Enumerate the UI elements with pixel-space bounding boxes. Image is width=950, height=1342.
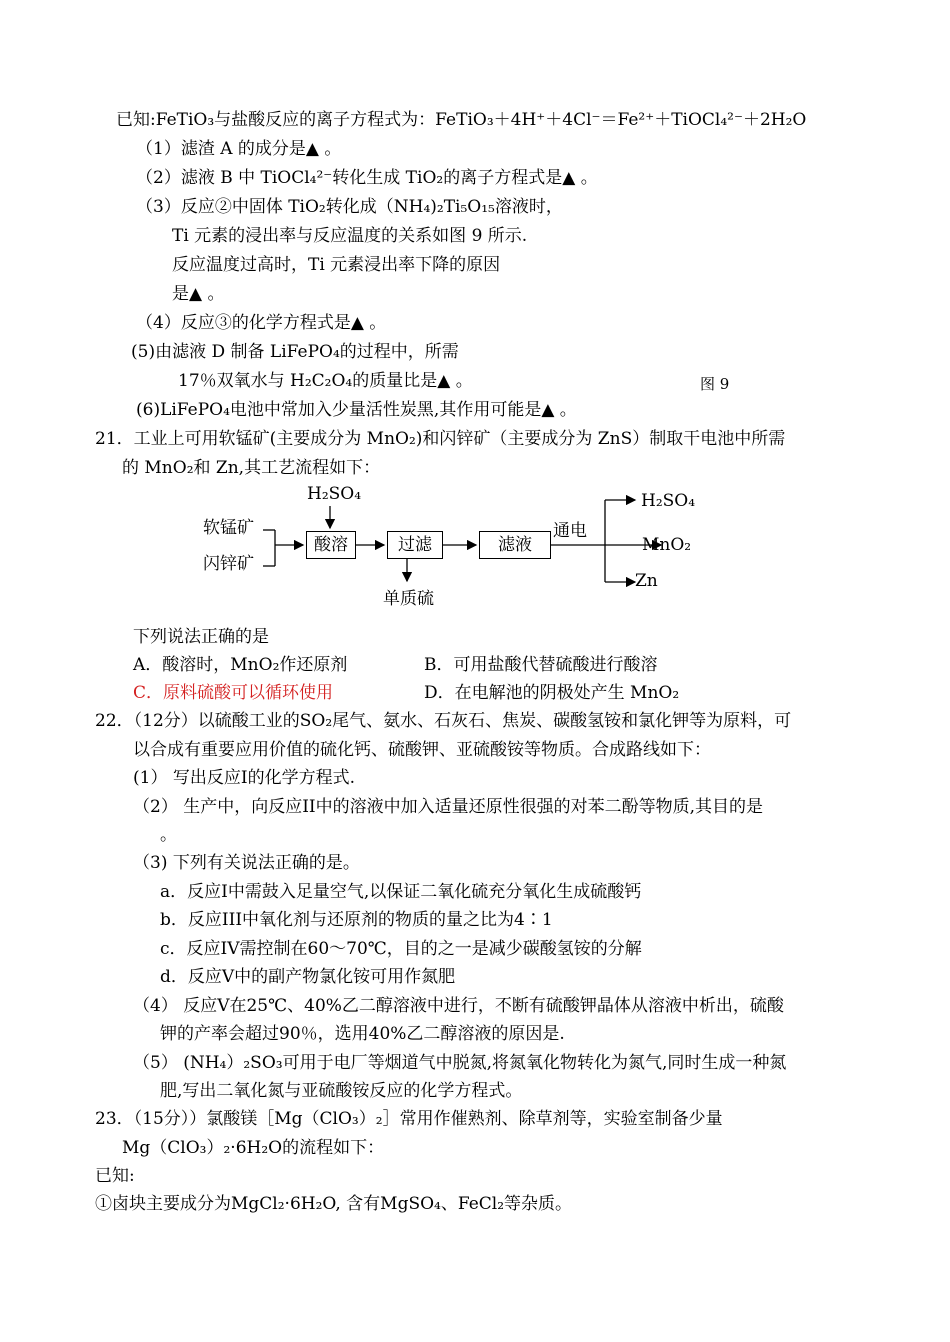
question-line: 肥,写出二氧化氮与亚硫酸铵反应的化学方程式。 bbox=[160, 1081, 523, 1101]
question-line: 。 bbox=[160, 825, 177, 845]
question-line: 已知: bbox=[95, 1166, 135, 1186]
question-line: Mg（ClO₃）₂·6H₂O的流程如下： bbox=[122, 1138, 385, 1158]
option-b: B．可用盐酸代替硫酸进行酸溶 bbox=[424, 655, 658, 675]
question-line: （5） (NH₄）₂SO₃可用于电厂等烟道气中脱氮,将氮氧化物转化为氮气,同时生成一种氮 bbox=[133, 1053, 787, 1073]
process-flow-diagram bbox=[195, 478, 715, 618]
question-line: 是▲ 。 bbox=[172, 284, 225, 304]
question-line: （1）滤渣 A 的成分是▲ 。 bbox=[136, 139, 342, 159]
step-acid-dissolve: 酸溶 bbox=[306, 531, 356, 559]
question-21-title: 21．工业上可用软锰矿(主要成分为 MnO₂)和闪锌矿（主要成分为 ZnS）制取干电池中所需 bbox=[95, 429, 786, 449]
question-line: 钾的产率会超过90％，选用40%乙二醇溶液的原因是. bbox=[160, 1024, 565, 1044]
question-line: (1） 写出反应Ⅰ的化学方程式. bbox=[133, 768, 355, 788]
question-23-title: 23．（15分））氯酸镁［Mg（ClO₃）₂］常用作催熟剂、除草剂等，实验室制备少量 bbox=[95, 1109, 723, 1129]
question-line: （2） 生产中，向反应II中的溶液中加入适量还原性很强的对苯二酚等物质,其目的是 bbox=[133, 797, 764, 817]
choice-a: a．反应Ⅰ中需鼓入足量空气,以保证二氧化硫充分氧化生成硫酸钙 bbox=[160, 882, 642, 902]
question-line: (6)LiFePO₄电池中常加入少量活性炭黑,其作用可能是▲ 。 bbox=[136, 400, 577, 420]
step-filter: 过滤 bbox=[387, 531, 443, 559]
question-line: 的 MnO₂和 Zn,其工艺流程如下： bbox=[122, 458, 381, 478]
choice-c: c．反应IV需控制在60～70℃，目的之一是减少碳酸氢铵的分解 bbox=[160, 939, 642, 959]
question-line: (5)由滤液 D 制备 LiFePO₄的过程中，所需 bbox=[131, 342, 459, 362]
byproduct-label: 单质硫 bbox=[383, 589, 434, 609]
choice-b: b．反应III中氧化剂与还原剂的物质的量之比为4∶1 bbox=[160, 910, 553, 930]
flow-arrows bbox=[195, 478, 715, 618]
question-22-title: 22．（12分）以硫酸工业的SO₂尾气、氨水、石灰石、焦炭、碳酸氢铵和氯化钾等为原料，可 bbox=[95, 711, 792, 731]
question-line: （4） 反应Ⅴ在25℃、40%乙二醇溶液中进行，不断有硫酸钾晶体从溶液中析出，硫酸 bbox=[133, 996, 784, 1016]
product-label: H₂SO₄ bbox=[641, 491, 696, 511]
question-line: （4）反应③的化学方程式是▲ 。 bbox=[136, 313, 387, 333]
question-line: （2）滤液 B 中 TiOCl₄²⁻转化生成 TiO₂的离子方程式是▲ 。 bbox=[136, 168, 598, 188]
question-line: 下列说法正确的是 bbox=[133, 627, 269, 647]
option-c: C．原料硫酸可以循环使用 bbox=[133, 683, 334, 703]
product-label: MnO₂ bbox=[642, 535, 692, 555]
raw-material-label: 闪锌矿 bbox=[203, 554, 254, 574]
question-line: （3) 下列有关说法正确的是。 bbox=[133, 853, 360, 873]
question-line: ①卤块主要成分为MgCl₂·6H₂O, 含有MgSO₄、FeCl₂等杂质。 bbox=[95, 1194, 573, 1214]
option-a: A．酸溶时，MnO₂作还原剂 bbox=[133, 655, 348, 675]
question-line: Ti 元素的浸出率与反应温度的关系如图 9 所示. bbox=[172, 226, 528, 246]
step-filtrate: 滤液 bbox=[479, 531, 551, 559]
reagent-label: H₂SO₄ bbox=[307, 484, 362, 504]
electrolysis-label: 通电 bbox=[553, 521, 587, 541]
question-line: （3）反应②中固体 TiO₂转化成（NH₄)₂Ti₅O₁₅溶液时， bbox=[136, 197, 563, 217]
option-d: D．在电解池的阴极处产生 MnO₂ bbox=[424, 683, 680, 703]
product-label: Zn bbox=[635, 571, 658, 591]
question-line: 以合成有重要应用价值的硫化钙、硫酸钾、亚硫酸铵等物质。合成路线如下： bbox=[133, 740, 711, 760]
figure-label: 图 9 bbox=[700, 375, 730, 393]
given-equation: 已知:FeTiO₃与盐酸反应的离子方程式为：FeTiO₃＋4H⁺＋4Cl⁻＝Fe²⁺＋TiOCl₄²⁻＋2H₂O bbox=[116, 110, 807, 130]
question-line: 17％双氧水与 H₂C₂O₄的质量比是▲ 。 bbox=[178, 371, 473, 391]
question-line: 反应温度过高时，Ti 元素浸出率下降的原因 bbox=[172, 255, 501, 275]
choice-d: d．反应V中的副产物氯化铵可用作氮肥 bbox=[160, 967, 456, 987]
raw-material-label: 软锰矿 bbox=[203, 518, 254, 538]
